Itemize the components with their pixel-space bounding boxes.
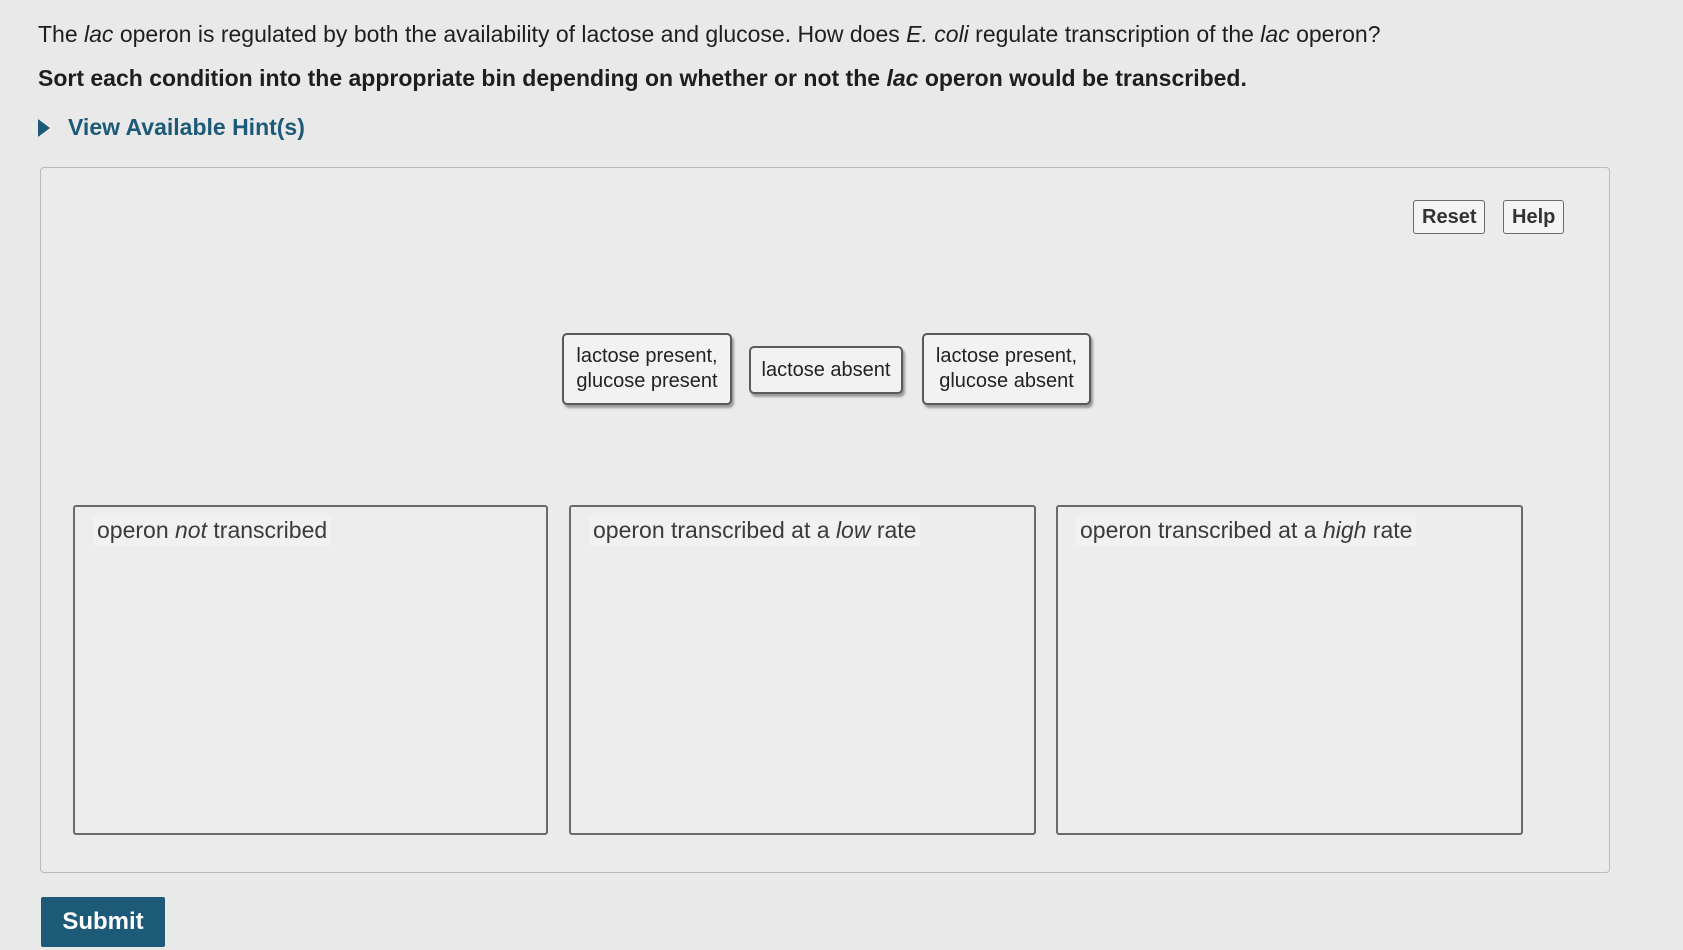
chip-lactose-present-glucose-absent[interactable] <box>922 333 1091 405</box>
bin-label: operon transcribed at a low rate <box>589 515 920 546</box>
sorting-workspace <box>40 167 1610 873</box>
instruction-text: Sort each condition into the appropriate bin depending on whether or not the lac operon would be transcribed. <box>38 65 1247 91</box>
chip-lactose-absent[interactable] <box>749 346 903 394</box>
submit-button[interactable]: Submit <box>41 897 165 947</box>
chip-label: lactose absent <box>761 358 891 381</box>
bin-operon-not-transcribed[interactable] <box>73 505 548 835</box>
bin-label: operon transcribed at a high rate <box>1076 515 1416 546</box>
question-text: The lac operon is regulated by both the availability of lactose and glucose. How does E. coli regulate transcription of the lac operon? <box>38 21 1381 47</box>
bin-operon-low-rate[interactable] <box>569 505 1036 835</box>
view-hints-toggle[interactable] <box>38 114 305 141</box>
bin-label: operon not transcribed <box>93 515 331 546</box>
triangle-right-icon <box>38 119 50 137</box>
reset-button[interactable]: Reset <box>1413 200 1485 234</box>
chip-label: lactose present, glucose present <box>576 345 718 392</box>
chip-label: lactose present, glucose absent <box>935 345 1078 392</box>
help-button[interactable]: Help <box>1503 200 1564 234</box>
bin-operon-high-rate[interactable] <box>1056 505 1523 835</box>
view-hints-label: View Available Hint(s) <box>68 114 305 140</box>
chip-lactose-present-glucose-present[interactable] <box>562 333 732 405</box>
